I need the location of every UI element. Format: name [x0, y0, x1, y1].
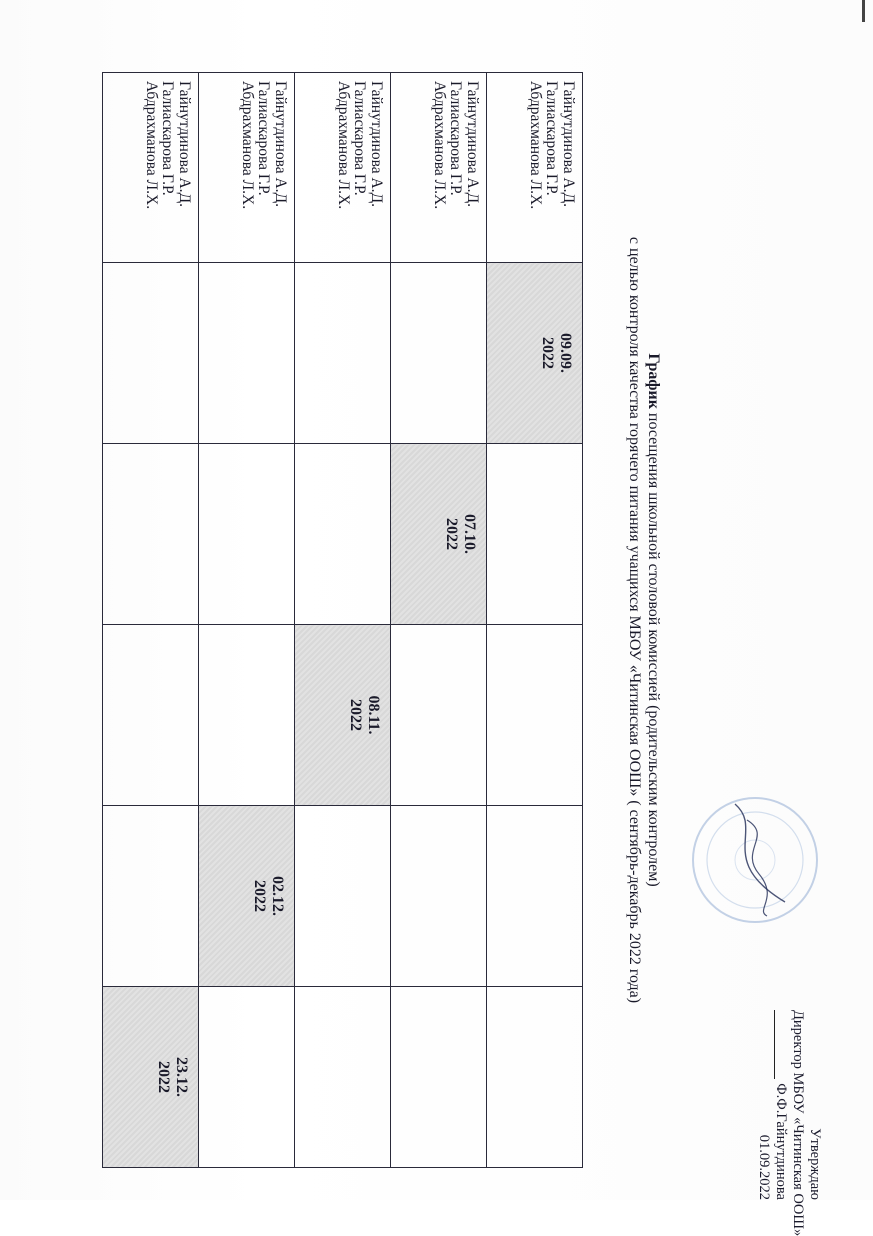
empty-cell	[295, 987, 391, 1168]
empty-cell	[295, 806, 391, 987]
title-line-2: с целью контроля качества горячего питания учащихся МБОУ «Читинская ООШ» ( сентябрь-декабрь 2022 года)	[626, 236, 643, 1004]
signature-underline	[774, 1010, 789, 1079]
commission-members-cell	[487, 73, 583, 263]
empty-cell	[199, 987, 295, 1168]
member-name: Гайнутдинова А.Д.	[560, 81, 577, 207]
empty-cell	[295, 263, 391, 444]
empty-cell	[103, 806, 199, 987]
document-title	[625, 100, 663, 1140]
visit-date-day: 09.09.	[557, 333, 574, 373]
member-name: Гайнутдинова А.Д.	[368, 81, 385, 207]
member-name: Гайнутдинова А.Д.	[464, 81, 481, 207]
member-name: Гайнутдинова А.Д.	[272, 81, 289, 207]
approval-date: 01.09.2022	[756, 1134, 772, 1200]
visit-date-day: 23.12.	[173, 1057, 190, 1097]
empty-cell	[199, 263, 295, 444]
empty-cell	[391, 625, 487, 806]
empty-cell	[487, 987, 583, 1168]
table-row	[391, 73, 487, 1168]
empty-cell	[103, 625, 199, 806]
visit-date-cell	[103, 987, 199, 1168]
commission-members-cell	[103, 73, 199, 263]
member-name: Абдрахманова Л.Х.	[239, 81, 256, 210]
empty-cell	[391, 987, 487, 1168]
member-name: Абдрахманова Л.Х.	[431, 81, 448, 210]
director-title: Директор МБОУ «Читинская ООШ»	[790, 1010, 806, 1236]
member-name: Галиаскарова Г.Р.	[447, 81, 465, 196]
empty-cell	[103, 444, 199, 625]
visit-date-day: 08.11.	[365, 695, 382, 735]
visit-date-year: 2022	[155, 1061, 172, 1093]
commission-members-cell	[391, 73, 487, 263]
empty-cell	[199, 444, 295, 625]
empty-cell	[391, 263, 487, 444]
table-row	[487, 73, 583, 1168]
approval-heading: Утверждаю	[807, 1128, 823, 1200]
empty-cell	[199, 625, 295, 806]
table-row	[103, 73, 199, 1168]
visit-date-year: 2022	[443, 518, 460, 550]
director-signature-line	[772, 1010, 789, 1200]
member-name: Абдрахманова Л.Х.	[527, 81, 544, 210]
visit-date-year: 2022	[347, 699, 364, 731]
title-line-1	[644, 100, 663, 1140]
member-name: Абдрахманова Л.Х.	[335, 81, 352, 210]
empty-cell	[295, 444, 391, 625]
visit-date-cell	[199, 806, 295, 987]
table-row	[199, 73, 295, 1168]
empty-cell	[487, 806, 583, 987]
round-seal-stamp-icon	[685, 790, 825, 930]
visit-date-cell	[391, 444, 487, 625]
table-row	[295, 73, 391, 1168]
director-name: Ф.Ф.Гайнутдинова	[773, 1083, 789, 1200]
empty-cell	[391, 806, 487, 987]
member-name: Галиаскарова Г.Р.	[159, 81, 177, 196]
visit-date-day: 07.10.	[461, 514, 478, 554]
commission-members-cell	[199, 73, 295, 263]
approval-block	[755, 1010, 823, 1236]
member-name: Гайнутдинова А.Д.	[176, 81, 193, 207]
title-bold-word: График	[645, 353, 662, 409]
visit-date-year: 2022	[251, 880, 268, 912]
visit-date-year: 2022	[539, 337, 556, 369]
visit-schedule-table	[102, 72, 583, 1168]
member-name: Галиаскарова Г.Р.	[255, 81, 273, 196]
empty-cell	[487, 625, 583, 806]
empty-cell	[103, 263, 199, 444]
member-name: Галиаскарова Г.Р.	[543, 81, 561, 196]
commission-members-cell	[295, 73, 391, 263]
member-name: Галиаскарова Г.Р.	[351, 81, 369, 196]
handwritten-signature-icon	[735, 804, 785, 902]
empty-cell	[487, 444, 583, 625]
visit-date-cell	[487, 263, 583, 444]
visit-date-day: 02.12.	[269, 876, 286, 916]
visit-date-cell	[295, 625, 391, 806]
title-line-1-rest: посещения школьной столовой комиссией (родительским контролем)	[645, 408, 662, 887]
member-name: Абдрахманова Л.Х.	[143, 81, 160, 210]
